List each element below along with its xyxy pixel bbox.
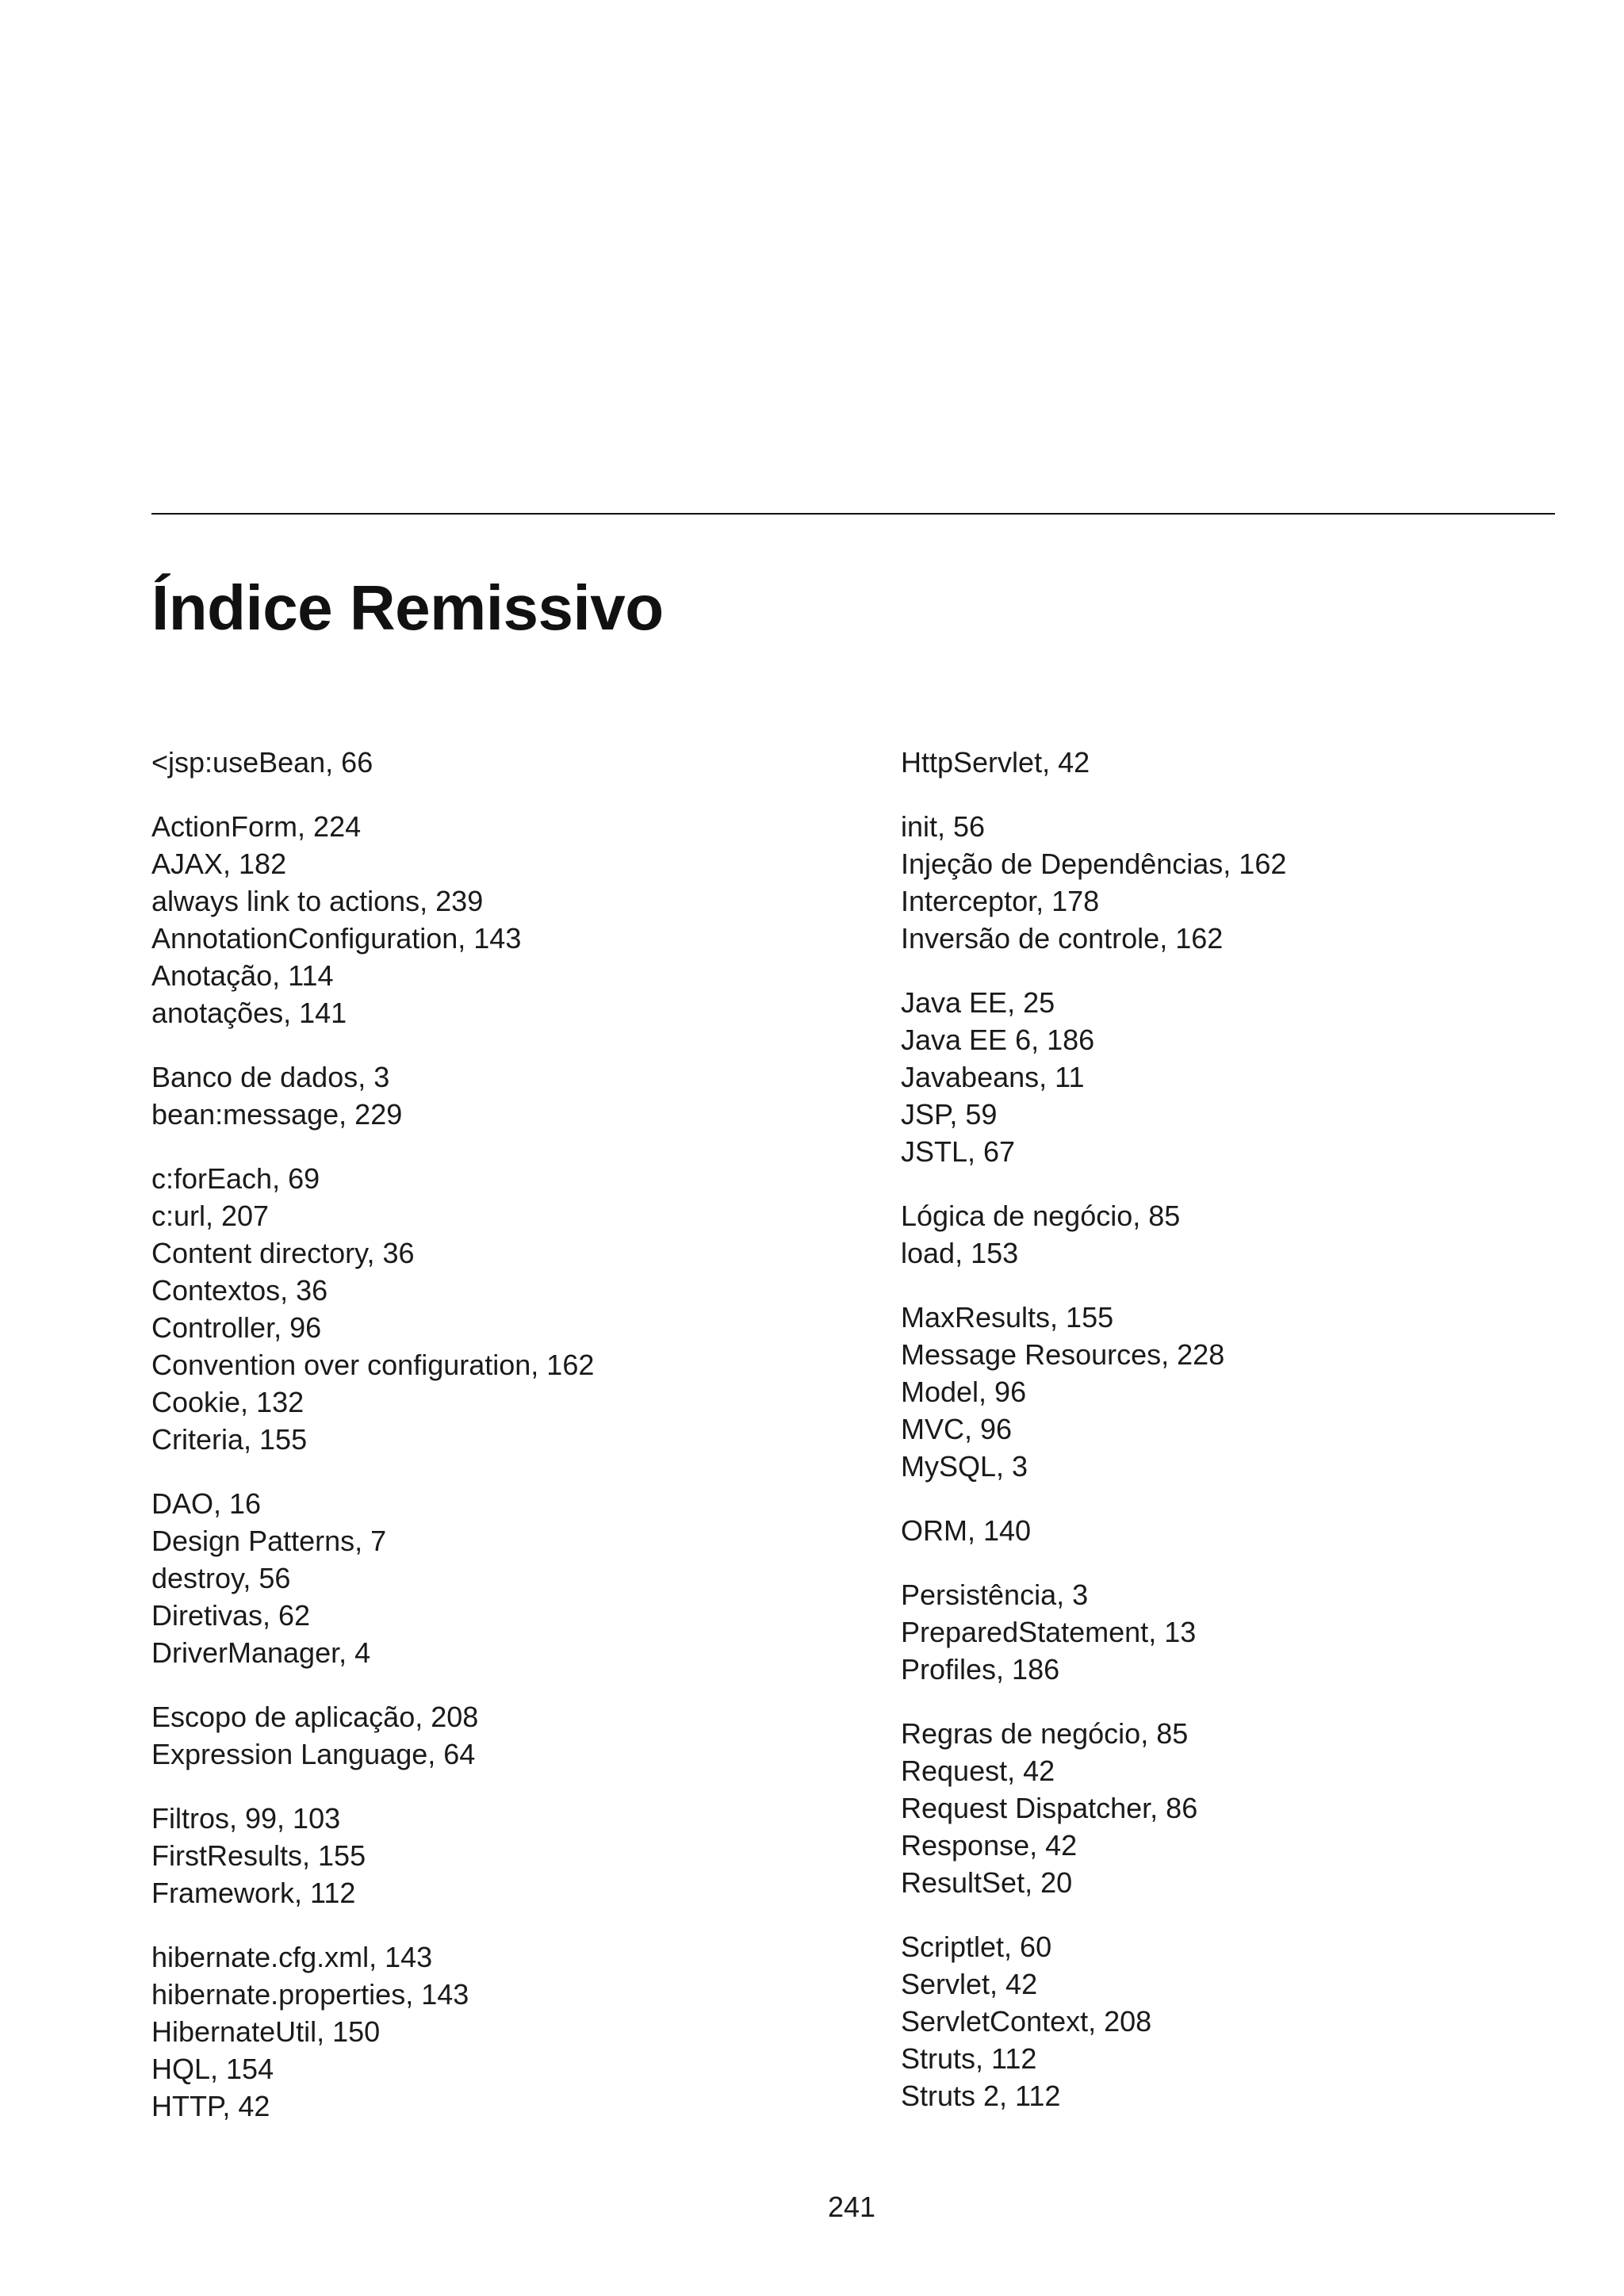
index-letter-group xyxy=(151,744,833,781)
index-letter-group xyxy=(901,1715,1583,1901)
index-entry: Design Patterns, 7 xyxy=(151,1525,387,1557)
index-entry: Request, 42 xyxy=(901,1755,1055,1787)
index-entry: bean:message, 229 xyxy=(151,1098,403,1131)
index-entry: MySQL, 3 xyxy=(901,1450,1028,1483)
index-entry: Expression Language, 64 xyxy=(151,1738,476,1770)
index-entry: ServletContext, 208 xyxy=(901,2005,1152,2038)
index-letter-group xyxy=(151,1160,833,1458)
index-entry: Struts, 112 xyxy=(901,2042,1037,2075)
index-entry: Lógica de negócio, 85 xyxy=(901,1200,1181,1232)
index-letter-group xyxy=(901,1299,1583,1485)
index-entry: Contextos, 36 xyxy=(151,1274,328,1307)
index-letter-group xyxy=(151,1938,833,2125)
index-letter-group xyxy=(901,1197,1583,1272)
index-entry: Model, 96 xyxy=(901,1376,1027,1408)
index-entry: Servlet, 42 xyxy=(901,1968,1038,2000)
index-entry: Framework, 112 xyxy=(151,1877,356,1909)
index-entry: always link to actions, 239 xyxy=(151,885,484,917)
index-entry: Cookie, 132 xyxy=(151,1386,304,1418)
index-entry: AJAX, 182 xyxy=(151,848,287,880)
heading-rule xyxy=(151,513,1555,515)
index-entry: Java EE 6, 186 xyxy=(901,1024,1095,1056)
index-letter-group xyxy=(901,808,1583,957)
index-entry: HTTP, 42 xyxy=(151,2090,270,2122)
index-letter-group xyxy=(901,984,1583,1170)
index-entry: <jsp:useBean, 66 xyxy=(151,746,373,779)
index-entry: Request Dispatcher, 86 xyxy=(901,1792,1198,1824)
index-entry: Persistência, 3 xyxy=(901,1578,1089,1611)
index-entry: Convention over configuration, 162 xyxy=(151,1349,595,1381)
index-entry: Injeção de Dependências, 162 xyxy=(901,848,1287,880)
index-entry: hibernate.cfg.xml, 143 xyxy=(151,1941,433,1973)
index-entry: Controller, 96 xyxy=(151,1311,322,1344)
index-letter-group xyxy=(151,808,833,1031)
index-entry: Scriptlet, 60 xyxy=(901,1931,1052,1963)
index-entry: Banco de dados, 3 xyxy=(151,1061,390,1093)
index-entry: Diretivas, 62 xyxy=(151,1599,311,1632)
index-entry: ResultSet, 20 xyxy=(901,1866,1073,1899)
index-entry: Message Resources, 228 xyxy=(901,1338,1225,1371)
index-letter-group xyxy=(151,1058,833,1133)
index-entry: JSP, 59 xyxy=(901,1098,998,1131)
index-letter-group xyxy=(151,1800,833,1911)
page-number: 241 xyxy=(827,2191,876,2223)
index-entry: Struts 2, 112 xyxy=(901,2080,1061,2112)
index-entry: Inversão de controle, 162 xyxy=(901,922,1224,955)
index-entry: ORM, 140 xyxy=(901,1514,1032,1547)
index-entry: Response, 42 xyxy=(901,1829,1078,1862)
index-entry: destroy, 56 xyxy=(151,1562,291,1594)
index-entry: anotações, 141 xyxy=(151,997,347,1029)
index-entry: JSTL, 67 xyxy=(901,1135,1016,1168)
index-entry: MVC, 96 xyxy=(901,1413,1013,1445)
index-entry: ActionForm, 224 xyxy=(151,810,362,843)
index-entry: init, 56 xyxy=(901,810,986,843)
index-entry: FirstResults, 155 xyxy=(151,1839,366,1872)
index-entry: Criteria, 155 xyxy=(151,1423,308,1456)
index-entry: Anotação, 114 xyxy=(151,959,334,992)
index-letter-group xyxy=(151,1698,833,1773)
index-entry: HQL, 154 xyxy=(151,2053,274,2085)
index-entry: DriverManager, 4 xyxy=(151,1636,371,1669)
index-entry: Java EE, 25 xyxy=(901,986,1055,1019)
index-entry: Escopo de aplicação, 208 xyxy=(151,1701,479,1733)
page-title: Índice Remissivo xyxy=(151,572,664,643)
index-entry: HibernateUtil, 150 xyxy=(151,2015,381,2048)
index-entry: MaxResults, 155 xyxy=(901,1301,1114,1334)
index-letter-group xyxy=(151,1485,833,1671)
index-entry: DAO, 16 xyxy=(151,1487,262,1520)
index-entry: c:url, 207 xyxy=(151,1200,270,1232)
index-entry: Filtros, 99, 103 xyxy=(151,1802,341,1835)
index-letter-group xyxy=(901,744,1583,781)
index-column-left xyxy=(151,744,833,2152)
index-entry: HttpServlet, 42 xyxy=(901,746,1090,779)
index-entry: Regras de negócio, 85 xyxy=(901,1717,1189,1750)
index-letter-group xyxy=(901,1512,1583,1549)
index-entry: AnnotationConfiguration, 143 xyxy=(151,922,522,955)
index-letter-group xyxy=(901,1928,1583,2114)
index-entry: Javabeans, 11 xyxy=(901,1061,1085,1093)
index-entry: PreparedStatement, 13 xyxy=(901,1616,1197,1648)
index-entry: Content directory, 36 xyxy=(151,1237,415,1269)
index-entry: hibernate.properties, 143 xyxy=(151,1978,469,2011)
index-entry: load, 153 xyxy=(901,1237,1019,1269)
index-entry: Interceptor, 178 xyxy=(901,885,1100,917)
index-letter-group xyxy=(901,1576,1583,1688)
index-entry: Profiles, 186 xyxy=(901,1653,1060,1686)
index-entry: c:forEach, 69 xyxy=(151,1162,320,1195)
index-column-right xyxy=(901,744,1583,2141)
